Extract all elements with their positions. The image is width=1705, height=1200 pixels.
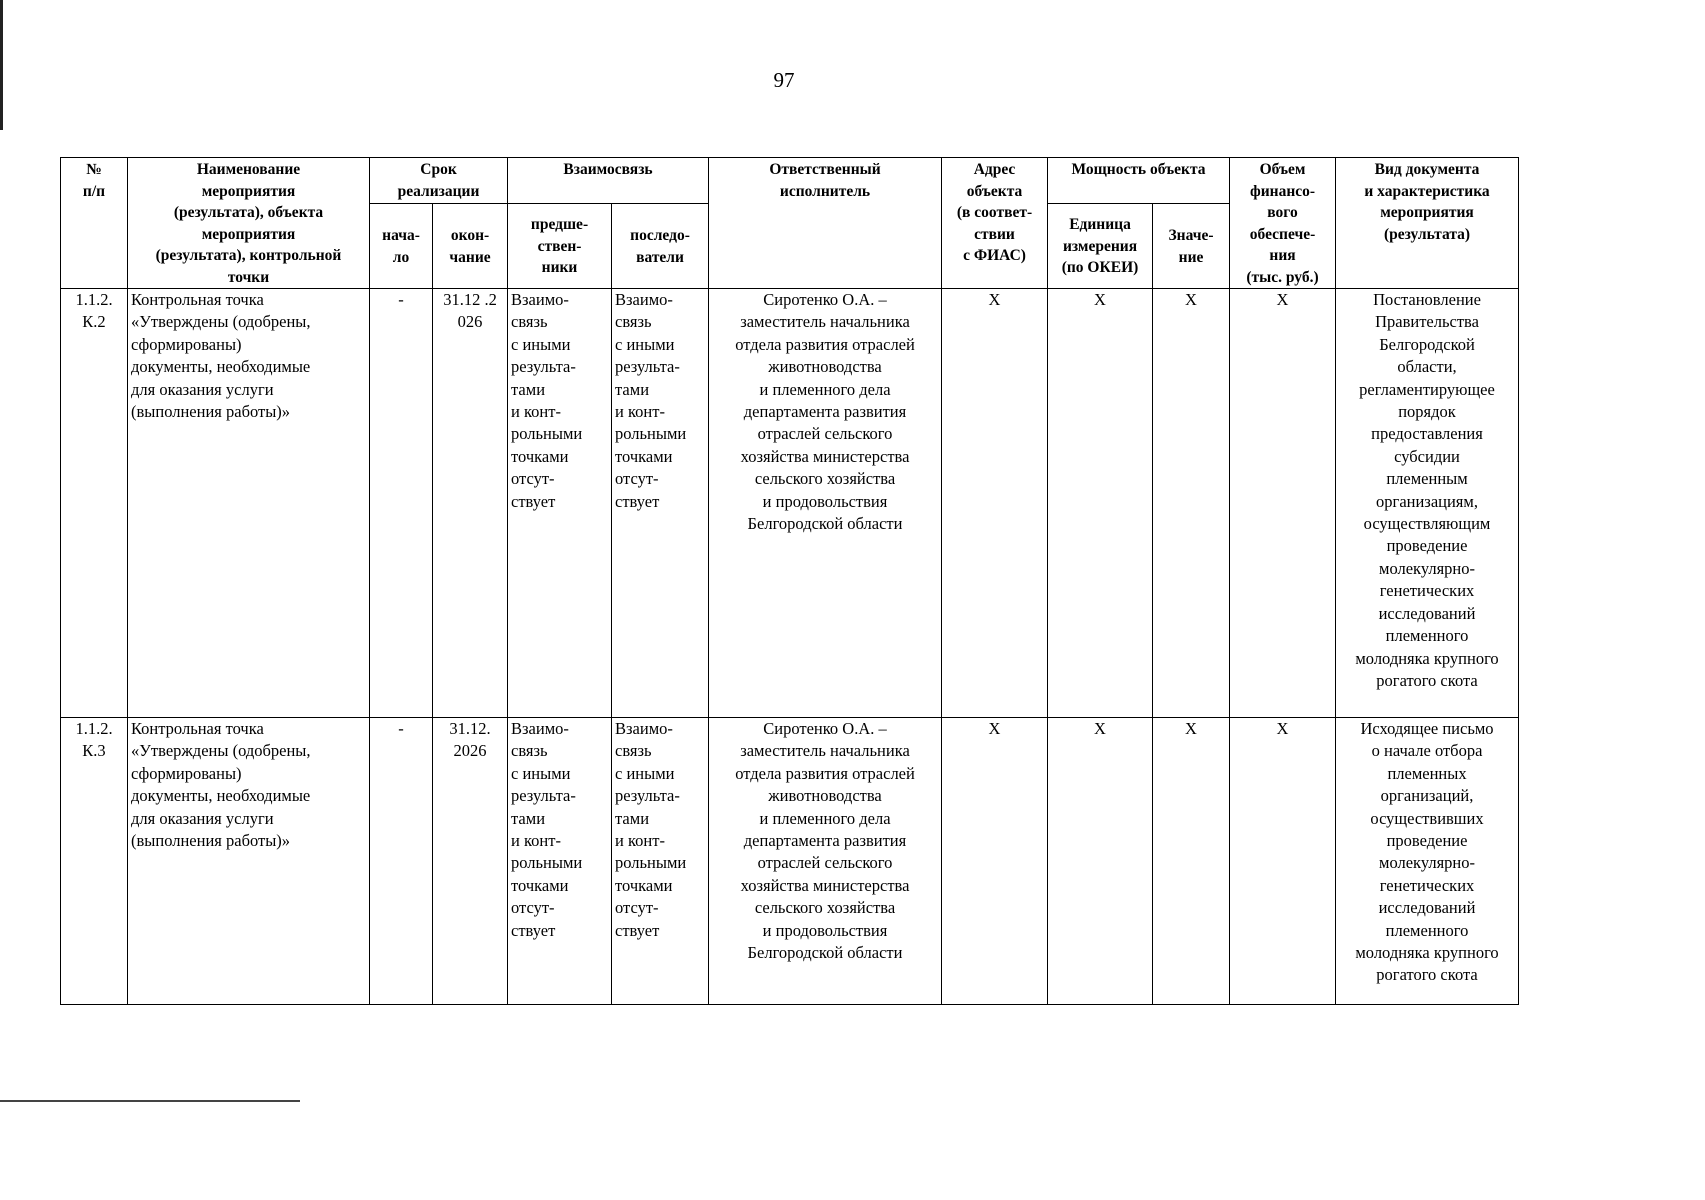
- text-line: и характеристика: [1364, 182, 1490, 200]
- text-line: Постановление: [1373, 290, 1481, 309]
- text-line: результа-: [615, 786, 680, 806]
- cell-succ: [612, 718, 709, 1005]
- text-line: Х: [1094, 719, 1106, 738]
- text-line: и конт-: [511, 402, 561, 422]
- text-line: (выполнения работы)»: [131, 402, 291, 422]
- plan-table: [60, 157, 1519, 1005]
- text-line: точками: [511, 875, 569, 895]
- text-line: и конт-: [511, 831, 561, 851]
- cell-end: [433, 289, 508, 718]
- text-line: 1.1.2.: [75, 719, 113, 738]
- text-line: Белгородской области: [747, 943, 903, 963]
- text-line: (тыс. руб.): [1246, 268, 1319, 286]
- text-line: Срок: [420, 161, 457, 178]
- text-line: Адрес: [973, 161, 1016, 178]
- text-line: осуществивших: [1370, 808, 1484, 828]
- header-funding: [1230, 158, 1336, 289]
- text-line: с иными: [511, 334, 571, 354]
- cell-funding: [1230, 289, 1336, 718]
- cell-address: [942, 718, 1048, 1005]
- cell-num: [61, 718, 128, 1005]
- text-line: документы, необходимые: [131, 786, 311, 806]
- text-line: чание: [449, 248, 491, 266]
- text-line: Х: [1185, 290, 1197, 309]
- text-line: для оказания услуги: [131, 808, 274, 828]
- text-line: ния: [1269, 247, 1296, 264]
- text-line: для оказания услуги: [131, 379, 274, 399]
- text-line: генетических: [1379, 581, 1475, 601]
- text-line: документы, необходимые: [131, 357, 311, 377]
- text-line: (результата), объекта: [173, 204, 324, 221]
- text-line: субсидии: [1394, 446, 1460, 466]
- text-line: ствует: [511, 920, 556, 940]
- text-line: осуществляющим: [1363, 514, 1491, 534]
- text-line: животноводства: [768, 357, 882, 377]
- text-line: организациям,: [1376, 491, 1478, 511]
- text-line: порядок: [1398, 402, 1456, 422]
- text-line: (в соответ-: [956, 204, 1033, 221]
- text-line: Х: [1276, 290, 1289, 309]
- text-line: о начале отбора: [1371, 741, 1483, 761]
- text-line: объекта: [966, 182, 1023, 200]
- text-line: (результата): [1383, 225, 1471, 243]
- text-line: Наименование: [196, 161, 301, 178]
- text-line: хозяйства министерства: [740, 446, 910, 466]
- cell-pred: [508, 289, 612, 718]
- cell-unit: [1048, 718, 1153, 1005]
- text-line: организаций,: [1380, 786, 1474, 806]
- header-responsible: [709, 158, 942, 289]
- text-line: Исходящее письмо: [1360, 719, 1494, 738]
- cell-num: [61, 289, 128, 718]
- text-line: с иными: [615, 763, 675, 783]
- text-line: отсут-: [615, 469, 659, 489]
- text-line: №: [86, 161, 102, 178]
- text-line: регламентирующее: [1359, 379, 1495, 399]
- text-line: рогатого скота: [1376, 670, 1478, 690]
- text-line: точками: [615, 446, 673, 466]
- text-line: К.2: [82, 312, 106, 332]
- text-line: 026: [457, 312, 483, 332]
- header-name: [128, 158, 370, 289]
- text-line: ствии: [974, 225, 1015, 243]
- text-line: Правительства: [1375, 312, 1479, 332]
- text-line: и конт-: [615, 402, 665, 422]
- text-line: отраслей сельского: [757, 853, 893, 873]
- text-line: тами: [615, 808, 650, 828]
- text-line: измерения: [1062, 237, 1138, 255]
- table-row: [61, 718, 1519, 1005]
- text-line: результа-: [511, 357, 576, 377]
- cell-succ: [612, 289, 709, 718]
- text-line: Х: [988, 290, 1001, 309]
- scan-bottom-line: [0, 1100, 300, 1102]
- text-line: рольными: [615, 424, 687, 444]
- text-line: и племенного дела: [759, 808, 891, 828]
- text-line: точки: [227, 268, 270, 286]
- text-line: предше-: [530, 216, 589, 234]
- header-rel-succ: [612, 204, 709, 289]
- text-line: (выполнения работы)»: [131, 831, 291, 851]
- text-line: отраслей сельского: [757, 424, 893, 444]
- text-line: Контрольная точка: [131, 290, 264, 309]
- text-line: Х: [1185, 719, 1197, 738]
- text-line: с иными: [615, 334, 675, 354]
- text-line: заместитель начальника: [740, 312, 910, 332]
- text-line: с ФИАС): [963, 247, 1026, 264]
- text-line: Мощность объекта: [1071, 161, 1206, 178]
- text-line: Х: [1276, 719, 1289, 738]
- text-line: сформированы): [131, 334, 242, 354]
- text-line: связь: [615, 312, 652, 332]
- text-line: 31.12 .2: [443, 290, 497, 309]
- text-line: исследований: [1378, 603, 1476, 623]
- text-line: ло: [392, 248, 410, 266]
- text-line: и продовольствия: [762, 491, 888, 511]
- cell-doc: [1336, 289, 1519, 718]
- cell-value: [1153, 289, 1230, 718]
- text-line: ние: [1178, 248, 1204, 266]
- text-line: департамента развития: [743, 402, 907, 422]
- text-line: мероприятия: [201, 225, 296, 243]
- text-line: Вид документа: [1374, 161, 1480, 178]
- text-line: Х: [1094, 290, 1106, 309]
- text-line: Х: [988, 719, 1001, 738]
- header-term-end: [433, 204, 508, 289]
- text-line: Взаимо-: [511, 719, 569, 738]
- text-line: ствен-: [537, 237, 582, 255]
- text-line: мероприятия: [1380, 204, 1474, 221]
- text-line: финансо-: [1249, 182, 1316, 200]
- text-line: рольными: [511, 853, 583, 873]
- header-cap-value: [1153, 204, 1230, 289]
- text-line: связь: [511, 312, 548, 332]
- text-line: и племенного дела: [759, 379, 891, 399]
- text-line: рогатого скота: [1376, 965, 1478, 985]
- scan-edge: [0, 0, 3, 130]
- cell-responsible: [709, 289, 942, 718]
- text-line: ватели: [636, 248, 684, 266]
- text-line: Взаимо-: [615, 719, 673, 738]
- text-line: вого: [1267, 204, 1298, 221]
- header-num: [61, 158, 128, 289]
- cell-name: [128, 718, 370, 1005]
- text-line: Белгородской: [1379, 334, 1475, 354]
- text-line: Взаимо-: [615, 290, 673, 309]
- text-line: молодняка крупного: [1355, 648, 1499, 668]
- text-line: 1.1.2.: [75, 290, 113, 309]
- text-line: п/п: [82, 182, 106, 200]
- text-line: Контрольная точка: [131, 719, 264, 738]
- page-number: 97: [773, 68, 795, 92]
- cell-unit: [1048, 289, 1153, 718]
- text-line: К.3: [82, 741, 106, 761]
- text-line: Объем: [1259, 161, 1306, 178]
- text-line: рольными: [511, 424, 583, 444]
- text-line: (по ОКЕИ): [1061, 259, 1139, 277]
- text-line: тами: [511, 379, 546, 399]
- text-line: с иными: [511, 763, 571, 783]
- text-line: хозяйства министерства: [740, 875, 910, 895]
- text-line: отсут-: [511, 898, 555, 918]
- text-line: ствует: [615, 920, 660, 940]
- cell-funding: [1230, 718, 1336, 1005]
- text-line: департамента развития: [743, 831, 907, 851]
- text-line: окон-: [450, 227, 490, 245]
- header-rel-pred: [508, 204, 612, 289]
- text-line: заместитель начальника: [740, 741, 910, 761]
- text-line: молекулярно-: [1379, 853, 1476, 873]
- text-line: связь: [511, 741, 548, 761]
- cell-end: [433, 718, 508, 1005]
- text-line: точками: [511, 446, 569, 466]
- text-line: Взаимо-: [511, 290, 569, 309]
- text-line: отсут-: [511, 469, 555, 489]
- text-line: животноводства: [768, 786, 882, 806]
- text-line: тами: [615, 379, 650, 399]
- cell-doc: [1336, 718, 1519, 1005]
- text-line: нача-: [382, 227, 420, 245]
- text-line: сельского хозяйства: [754, 469, 896, 489]
- text-line: племенного: [1385, 920, 1469, 940]
- text-line: Сиротенко О.А. –: [763, 290, 887, 309]
- text-line: племенным: [1386, 469, 1468, 489]
- header-cap-unit: [1048, 204, 1153, 289]
- text-line: мероприятия: [201, 182, 296, 200]
- cell-name: [128, 289, 370, 718]
- cell-pred: [508, 718, 612, 1005]
- text-line: результа-: [615, 357, 680, 377]
- text-line: -: [398, 719, 404, 738]
- text-line: рольными: [615, 853, 687, 873]
- header-doc: [1336, 158, 1519, 289]
- cell-value: [1153, 718, 1230, 1005]
- text-line: последо-: [630, 227, 690, 245]
- text-line: -: [398, 290, 404, 309]
- cell-start: [370, 718, 433, 1005]
- text-line: предоставления: [1371, 424, 1483, 444]
- text-line: ствует: [511, 491, 556, 511]
- text-line: проведение: [1386, 536, 1468, 556]
- header-address: [942, 158, 1048, 289]
- text-line: отдела развития отраслей: [735, 334, 915, 354]
- text-line: Ответственный: [769, 161, 881, 178]
- header-capacity: [1048, 158, 1230, 204]
- text-line: «Утверждены (одобрены,: [131, 741, 311, 761]
- text-line: Сиротенко О.А. –: [763, 719, 887, 738]
- text-line: племенного: [1385, 626, 1469, 646]
- text-line: «Утверждены (одобрены,: [131, 312, 311, 332]
- text-line: проведение: [1386, 831, 1468, 851]
- header-relation: [508, 158, 709, 204]
- table-row: [61, 289, 1519, 718]
- text-line: и продовольствия: [762, 920, 888, 940]
- text-line: 31.12.: [449, 719, 491, 738]
- text-line: точками: [615, 875, 673, 895]
- text-line: молекулярно-: [1379, 558, 1476, 578]
- text-line: молодняка крупного: [1355, 943, 1499, 963]
- text-line: Значе-: [1168, 227, 1214, 245]
- cell-address: [942, 289, 1048, 718]
- text-line: Белгородской области: [747, 514, 903, 534]
- header-term-start: [370, 204, 433, 289]
- text-line: сформированы): [131, 763, 242, 783]
- text-line: ствует: [615, 491, 660, 511]
- text-line: связь: [615, 741, 652, 761]
- text-line: сельского хозяйства: [754, 898, 896, 918]
- text-line: и конт-: [615, 831, 665, 851]
- text-line: генетических: [1379, 875, 1475, 895]
- text-line: результа-: [511, 786, 576, 806]
- text-line: Взаимосвязь: [563, 161, 653, 178]
- cell-responsible: [709, 718, 942, 1005]
- text-line: ники: [541, 259, 578, 277]
- text-line: (результата), контрольной: [155, 247, 342, 264]
- header-term: [370, 158, 508, 204]
- cell-start: [370, 289, 433, 718]
- text-line: 2026: [453, 741, 487, 761]
- header-row: [61, 158, 1519, 204]
- text-line: племенных: [1387, 763, 1467, 783]
- text-line: обеспече-: [1249, 225, 1316, 243]
- text-line: исследований: [1378, 898, 1476, 918]
- text-line: области,: [1397, 357, 1457, 377]
- text-line: отсут-: [615, 898, 659, 918]
- text-line: реализации: [397, 182, 480, 200]
- text-line: исполнитель: [779, 182, 871, 200]
- text-line: Единица: [1069, 216, 1131, 234]
- text-line: отдела развития отраслей: [735, 763, 915, 783]
- text-line: тами: [511, 808, 546, 828]
